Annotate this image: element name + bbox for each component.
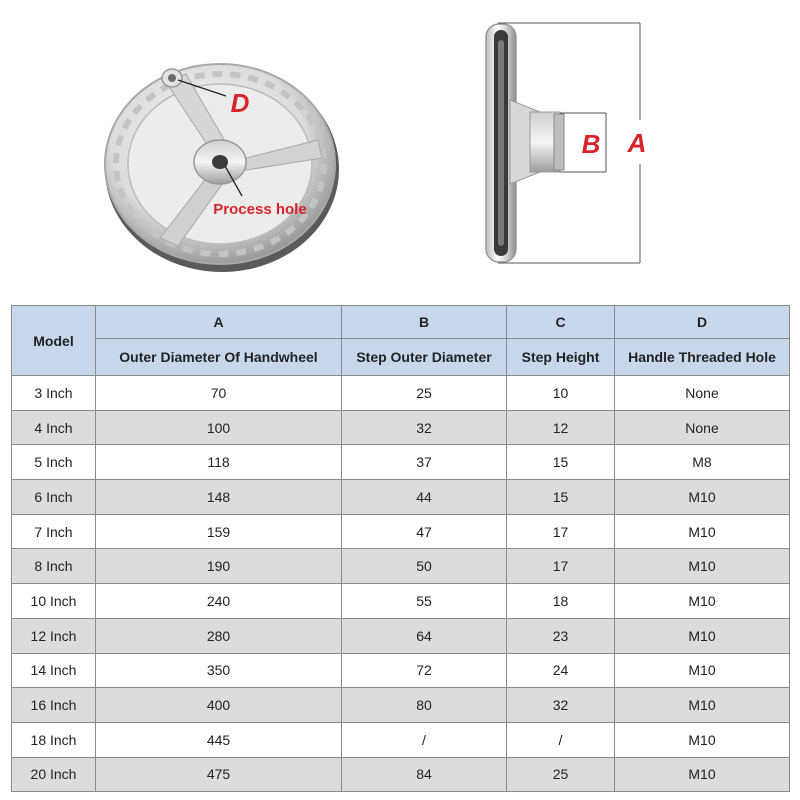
cell-a: 350 [96,653,342,688]
header-letter-b: B [342,306,507,339]
cell-d: M10 [615,480,790,515]
cell-d: M8 [615,445,790,480]
label-a: A [627,128,647,158]
table-row [12,480,790,515]
cell-d: None [615,410,790,445]
cell-b: 80 [342,688,507,723]
header-title-a: Outer Diameter Of Handwheel [96,339,342,376]
header-letter-c: C [507,306,615,339]
cell-model: 6 Inch [12,480,96,515]
cell-model: 7 Inch [12,514,96,549]
header-title-c: Step Height [507,339,615,376]
table-row [12,653,790,688]
table-body [12,376,790,792]
cell-b: 50 [342,549,507,584]
cell-a: 240 [96,584,342,619]
cell-d: M10 [615,618,790,653]
cell-b: 64 [342,618,507,653]
cell-model: 20 Inch [12,757,96,792]
cell-a: 148 [96,480,342,515]
table-row [12,445,790,480]
cell-b: / [342,722,507,757]
cell-model: 12 Inch [12,618,96,653]
table-row [12,688,790,723]
cell-b: 55 [342,584,507,619]
cell-b: 84 [342,757,507,792]
cell-c: 25 [507,757,615,792]
cell-model: 3 Inch [12,376,96,411]
label-d: D [230,88,250,118]
cell-c: 24 [507,653,615,688]
cell-c: 32 [507,688,615,723]
cell-d: M10 [615,514,790,549]
cell-c: 17 [507,549,615,584]
cell-b: 44 [342,480,507,515]
side-view-wheel [486,24,564,262]
table-row [12,376,790,411]
cell-a: 445 [96,722,342,757]
cell-c: 15 [507,445,615,480]
table-row [12,514,790,549]
header-title-d: Handle Threaded Hole [615,339,790,376]
header-letter-d: D [615,306,790,339]
cell-c: 23 [507,618,615,653]
cell-a: 475 [96,757,342,792]
cell-c: 12 [507,410,615,445]
header-letter-a: A [96,306,342,339]
cell-b: 25 [342,376,507,411]
cell-b: 37 [342,445,507,480]
header-title-b: Step Outer Diameter [342,339,507,376]
label-process-hole: Process hole [213,201,307,218]
cell-d: M10 [615,722,790,757]
cell-model: 8 Inch [12,549,96,584]
cell-c: 10 [507,376,615,411]
label-b: B [581,129,601,159]
table-row [12,618,790,653]
table-row [12,584,790,619]
cell-model: 4 Inch [12,410,96,445]
table-row [12,410,790,445]
cell-a: 280 [96,618,342,653]
cell-a: 70 [96,376,342,411]
cell-c: 18 [507,584,615,619]
table-row [12,757,790,792]
cell-d: M10 [615,653,790,688]
cell-model: 10 Inch [12,584,96,619]
cell-c: / [507,722,615,757]
cell-d: None [615,376,790,411]
header-model: Model [12,306,96,376]
cell-d: M10 [615,584,790,619]
front-view-wheel [105,64,339,272]
cell-a: 100 [96,410,342,445]
cell-d: M10 [615,757,790,792]
cell-model: 14 Inch [12,653,96,688]
cell-b: 47 [342,514,507,549]
cell-d: M10 [615,549,790,584]
cell-a: 400 [96,688,342,723]
cell-a: 118 [96,445,342,480]
cell-model: 18 Inch [12,722,96,757]
cell-a: 159 [96,514,342,549]
cell-b: 32 [342,410,507,445]
cell-c: 17 [507,514,615,549]
table-row [12,722,790,757]
cell-d: M10 [615,688,790,723]
table-row [12,549,790,584]
cell-a: 190 [96,549,342,584]
spec-table [11,305,790,792]
handwheel-illustration [0,0,800,300]
cell-b: 72 [342,653,507,688]
cell-model: 5 Inch [12,445,96,480]
cell-c: 15 [507,480,615,515]
cell-model: 16 Inch [12,688,96,723]
